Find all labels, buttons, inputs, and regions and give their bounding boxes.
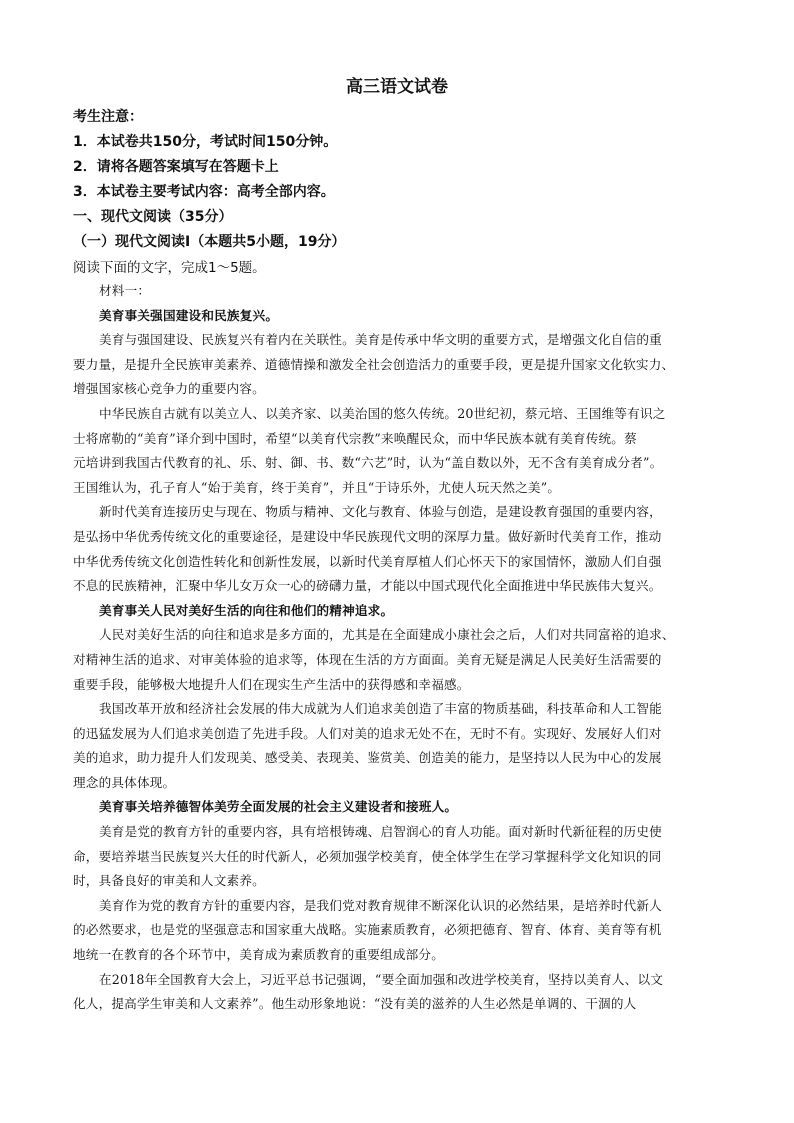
text-line: 是弘扬中华优秀传统文化的重要途径，是建设中华民族现代文明的深厚力量。做好新时代美育工作，推动: [73, 528, 662, 544]
text-line: 地统一在教育的各个环节中，美育成为素质教育的重要组成部分。: [73, 947, 445, 963]
text-line: 增强国家核心竞争力的重要内容。: [73, 381, 265, 397]
text-line: 美育是党的教育方针的重要内容，具有培根铸魂、启智润心的育人功能。面对新时代新征程的历史使: [99, 824, 662, 840]
text-line: 美育与强国建设、民族复兴有着内在关联性。美育是传承中华文明的重要方式，是增强文化自信的重: [99, 332, 662, 348]
text-line: 王国维认为，孔子育人“始于美育，终于美育”，并且“于诗乐外，尤使人玩天然之美”。: [73, 479, 561, 495]
text-line: 元培讲到我国古代教育的礼、乐、射、御、书、数“六艺”时，认为“盖自数以外，无不含有美育成分者”。: [73, 455, 663, 471]
reading-instruction: 阅读下面的文字，完成1～5题。: [73, 260, 266, 276]
section-heading: 一、现代文阅读（35分）: [73, 209, 233, 225]
material-body: [73, 279, 675, 1017]
paragraph-heading: 美育事关强国建设和民族复兴。: [99, 307, 279, 323]
text-line: 要力量，是提升全民族审美素养、道德情操和激发全社会创造活力的重要手段，更是提升国家文化软实力、: [73, 356, 675, 372]
text-line: 对精神生活的追求、对审美体验的追求等，体现在生活的方方面面。美育无疑是满足人民美好生活需要的: [73, 651, 662, 667]
text-line: 重要手段，能够极大地提升人们在现实生产生活中的获得感和幸福感。: [73, 676, 470, 692]
notice-heading: 考生注意：: [73, 109, 143, 125]
material-label: 材料一：: [99, 283, 151, 298]
text-line: 不息的民族精神，汇聚中华儿女万众一心的磅礴力量，才能以中国式现代化全面推进中华民族伟大复兴。: [73, 578, 662, 594]
text-line: 士将席勒的“美育”译介到中国时，希望“以美育代宗教”来唤醒民众，而中华民族本就有美育传统。蔡: [73, 430, 637, 446]
text-line: 美的追求，助力提升人们发现美、感受美、表现美、鉴赏美、创造美的能力，是坚持以人民为中心的发展: [73, 750, 662, 766]
page-title: 高三语文试卷: [346, 77, 448, 97]
text-line: 化人，提高学生审美和人文素养”。他生动形象地说：“没有美的滋养的人生必然是单调的、干涸的人: [73, 996, 637, 1012]
text-line: 的必然要求，也是党的坚强意志和国家重大战略。实施素质教育，必须把德育、智育、体育、美育等有机: [73, 922, 662, 938]
text-line: 人民对美好生活的向往和追求是多方面的，尤其是在全面建成小康社会之后，人们对共同富裕的追求、: [99, 627, 675, 643]
notice-item-2: 2．请将各题答案填写在答题卡上: [73, 159, 279, 175]
text-line: 的迅猛发展为人们追求美创造了先进手段。人们对美的追求无处不在，无时不有。实现好、发展好人们对: [73, 725, 662, 741]
text-line: 命，要培养堪当民族复兴大任的时代新人，必须加强学校美育，使全体学生在学习掌握科学文化知识的同: [73, 848, 662, 864]
text-line: 我国改革开放和经济社会发展的伟大成就为人们追求美创造了丰富的物质基础，科技革命和人工智能: [99, 701, 662, 717]
notice-item-3: 3．本试卷主要考试内容：高考全部内容。: [73, 184, 335, 200]
paragraph-heading: 美育事关人民对美好生活的向往和他们的精神追求。: [99, 602, 394, 618]
text-line: 中华优秀传统文化创造性转化和创新性发展，以新时代美育厚植人们心怀天下的家国情怀，激励人们自强: [73, 553, 662, 569]
paragraph-heading: 美育事关培养德智体美劳全面发展的社会主义建设者和接班人。: [99, 799, 458, 815]
text-line: 在2018年全国教育大会上，习近平总书记强调，“要全面加强和改进学校美育，坚持以美育人、以文: [99, 971, 664, 987]
text-line: 美育作为党的教育方针的重要内容，是我们党对教育规律不断深化认识的必然结果，是培养时代新人: [99, 897, 662, 913]
subsection-heading: （一）现代文阅读Ⅰ（本题共5小题，19分）: [73, 234, 346, 250]
text-line: 中华民族自古就有以美立人、以美齐家、以美治国的悠久传统。20世纪初，蔡元培、王国维等有识之: [99, 405, 666, 421]
text-line: 时，具备良好的审美和人文素养。: [73, 873, 265, 889]
text-line: 理念的具体体现。: [73, 774, 176, 790]
notice-item-1: 1．本试卷共150分，考试时间150分钟。: [73, 134, 338, 150]
text-line: 新时代美育连接历史与现在、物质与精神、文化与教育、体验与创造，是建设教育强国的重要内容，: [99, 504, 662, 520]
